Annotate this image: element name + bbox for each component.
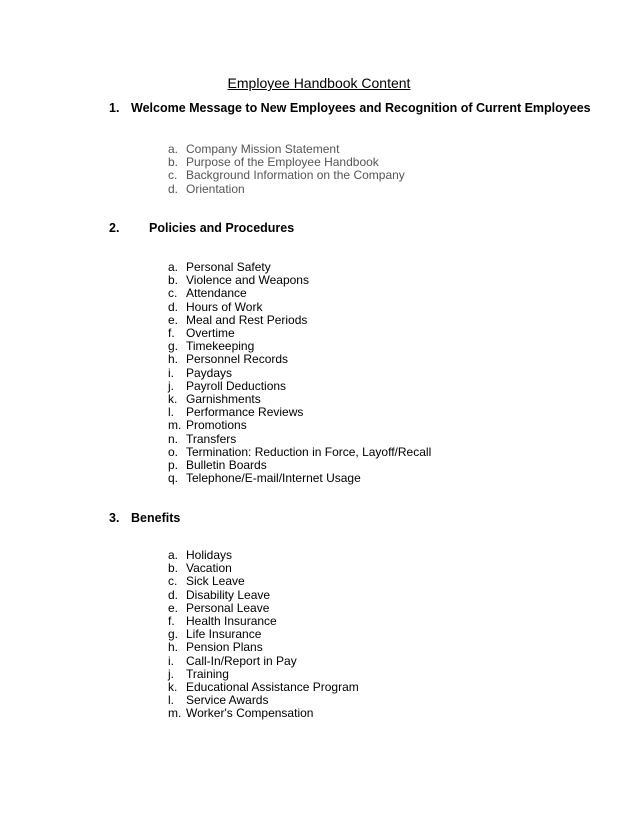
item-letter: l. bbox=[168, 693, 174, 708]
section-heading-1 bbox=[109, 101, 591, 115]
item-letter: c. bbox=[168, 168, 178, 183]
list-item bbox=[168, 472, 431, 485]
item-letter: j. bbox=[168, 378, 174, 393]
item-letter: g. bbox=[168, 627, 179, 642]
section-heading-3 bbox=[109, 511, 180, 525]
list-item bbox=[168, 353, 431, 366]
item-text: Paydays bbox=[186, 365, 233, 380]
item-letter: b. bbox=[168, 273, 179, 288]
item-text: Performance Reviews bbox=[186, 405, 304, 420]
item-text: Personnel Records bbox=[186, 352, 289, 367]
item-letter: m. bbox=[168, 706, 182, 721]
item-text: Vacation bbox=[186, 561, 232, 576]
item-text: Purpose of the Employee Handbook bbox=[186, 155, 379, 170]
item-text: Garnishments bbox=[186, 392, 261, 407]
item-letter: i. bbox=[168, 653, 174, 668]
item-text: Training bbox=[186, 666, 229, 681]
item-text: Termination: Reduction in Force, Layoff/Recall bbox=[186, 444, 432, 459]
item-text: Educational Assistance Program bbox=[186, 680, 359, 695]
item-text: Promotions bbox=[186, 418, 247, 433]
list-item bbox=[168, 169, 405, 182]
item-letter: d. bbox=[168, 299, 179, 314]
item-letter: e. bbox=[168, 312, 179, 327]
list-item bbox=[168, 367, 431, 380]
section-2-list bbox=[168, 261, 431, 485]
item-text: Overtime bbox=[186, 326, 235, 341]
item-text: Holidays bbox=[186, 548, 233, 562]
item-text: Timekeeping bbox=[186, 339, 255, 354]
item-letter: j. bbox=[168, 666, 174, 681]
list-item bbox=[168, 301, 431, 314]
section-1-list bbox=[168, 143, 405, 196]
item-letter: d. bbox=[168, 181, 179, 196]
list-item bbox=[168, 641, 359, 654]
item-letter: k. bbox=[168, 680, 178, 695]
item-text: Meal and Rest Periods bbox=[186, 312, 308, 327]
item-text: Personal Leave bbox=[186, 600, 270, 615]
section-heading-2 bbox=[109, 221, 294, 235]
item-letter: a. bbox=[168, 142, 179, 156]
item-letter: h. bbox=[168, 640, 179, 655]
item-text: Orientation bbox=[186, 181, 245, 196]
item-text: Worker's Compensation bbox=[186, 706, 314, 721]
item-text: Payroll Deductions bbox=[186, 378, 287, 393]
list-item bbox=[168, 433, 431, 446]
item-text: Company Mission Statement bbox=[186, 142, 340, 156]
item-letter: q. bbox=[168, 471, 179, 486]
list-item bbox=[168, 419, 431, 432]
item-letter: f. bbox=[168, 326, 175, 341]
item-text: Disability Leave bbox=[186, 587, 271, 602]
list-item bbox=[168, 655, 359, 668]
item-text: Pension Plans bbox=[186, 640, 263, 655]
item-letter: a. bbox=[168, 260, 179, 274]
item-text: Call-In/Report in Pay bbox=[186, 653, 297, 668]
section-title: Welcome Message to New Employees and Recognition of Current Employees bbox=[131, 101, 591, 115]
item-letter: p. bbox=[168, 458, 179, 473]
section-number: 2. bbox=[109, 221, 120, 235]
item-letter: a. bbox=[168, 548, 179, 562]
item-letter: h. bbox=[168, 352, 179, 367]
list-item bbox=[168, 575, 359, 588]
item-text: Transfers bbox=[186, 431, 237, 446]
item-text: Bulletin Boards bbox=[186, 458, 267, 473]
item-letter: o. bbox=[168, 444, 179, 459]
item-letter: c. bbox=[168, 574, 178, 589]
item-text: Hours of Work bbox=[186, 299, 263, 314]
section-number: 1. bbox=[109, 101, 120, 115]
section-number: 3. bbox=[109, 511, 120, 525]
section-3-list bbox=[168, 549, 359, 721]
list-item bbox=[168, 707, 359, 720]
item-letter: f. bbox=[168, 614, 175, 629]
section-title: Benefits bbox=[131, 511, 181, 525]
item-letter: g. bbox=[168, 339, 179, 354]
item-text: Service Awards bbox=[186, 693, 269, 708]
list-item bbox=[168, 589, 359, 602]
item-letter: k. bbox=[168, 392, 178, 407]
item-letter: b. bbox=[168, 155, 179, 170]
item-text: Personal Safety bbox=[186, 260, 271, 274]
item-letter: e. bbox=[168, 600, 179, 615]
document-title: Employee Handbook Content bbox=[227, 75, 411, 91]
item-text: Health Insurance bbox=[186, 614, 277, 629]
section-title: Policies and Procedures bbox=[149, 221, 295, 235]
item-letter: c. bbox=[168, 286, 178, 301]
item-text: Violence and Weapons bbox=[186, 273, 309, 288]
item-text: Background Information on the Company bbox=[186, 168, 405, 183]
list-item bbox=[168, 287, 431, 300]
item-letter: i. bbox=[168, 365, 174, 380]
item-letter: d. bbox=[168, 587, 179, 602]
item-letter: m. bbox=[168, 418, 182, 433]
item-letter: b. bbox=[168, 561, 179, 576]
item-text: Telephone/E-mail/Internet Usage bbox=[186, 471, 361, 486]
item-letter: n. bbox=[168, 431, 179, 446]
item-text: Life Insurance bbox=[186, 627, 262, 642]
item-text: Attendance bbox=[186, 286, 247, 301]
item-text: Sick Leave bbox=[186, 574, 245, 589]
item-letter: l. bbox=[168, 405, 174, 420]
list-item bbox=[168, 183, 405, 196]
